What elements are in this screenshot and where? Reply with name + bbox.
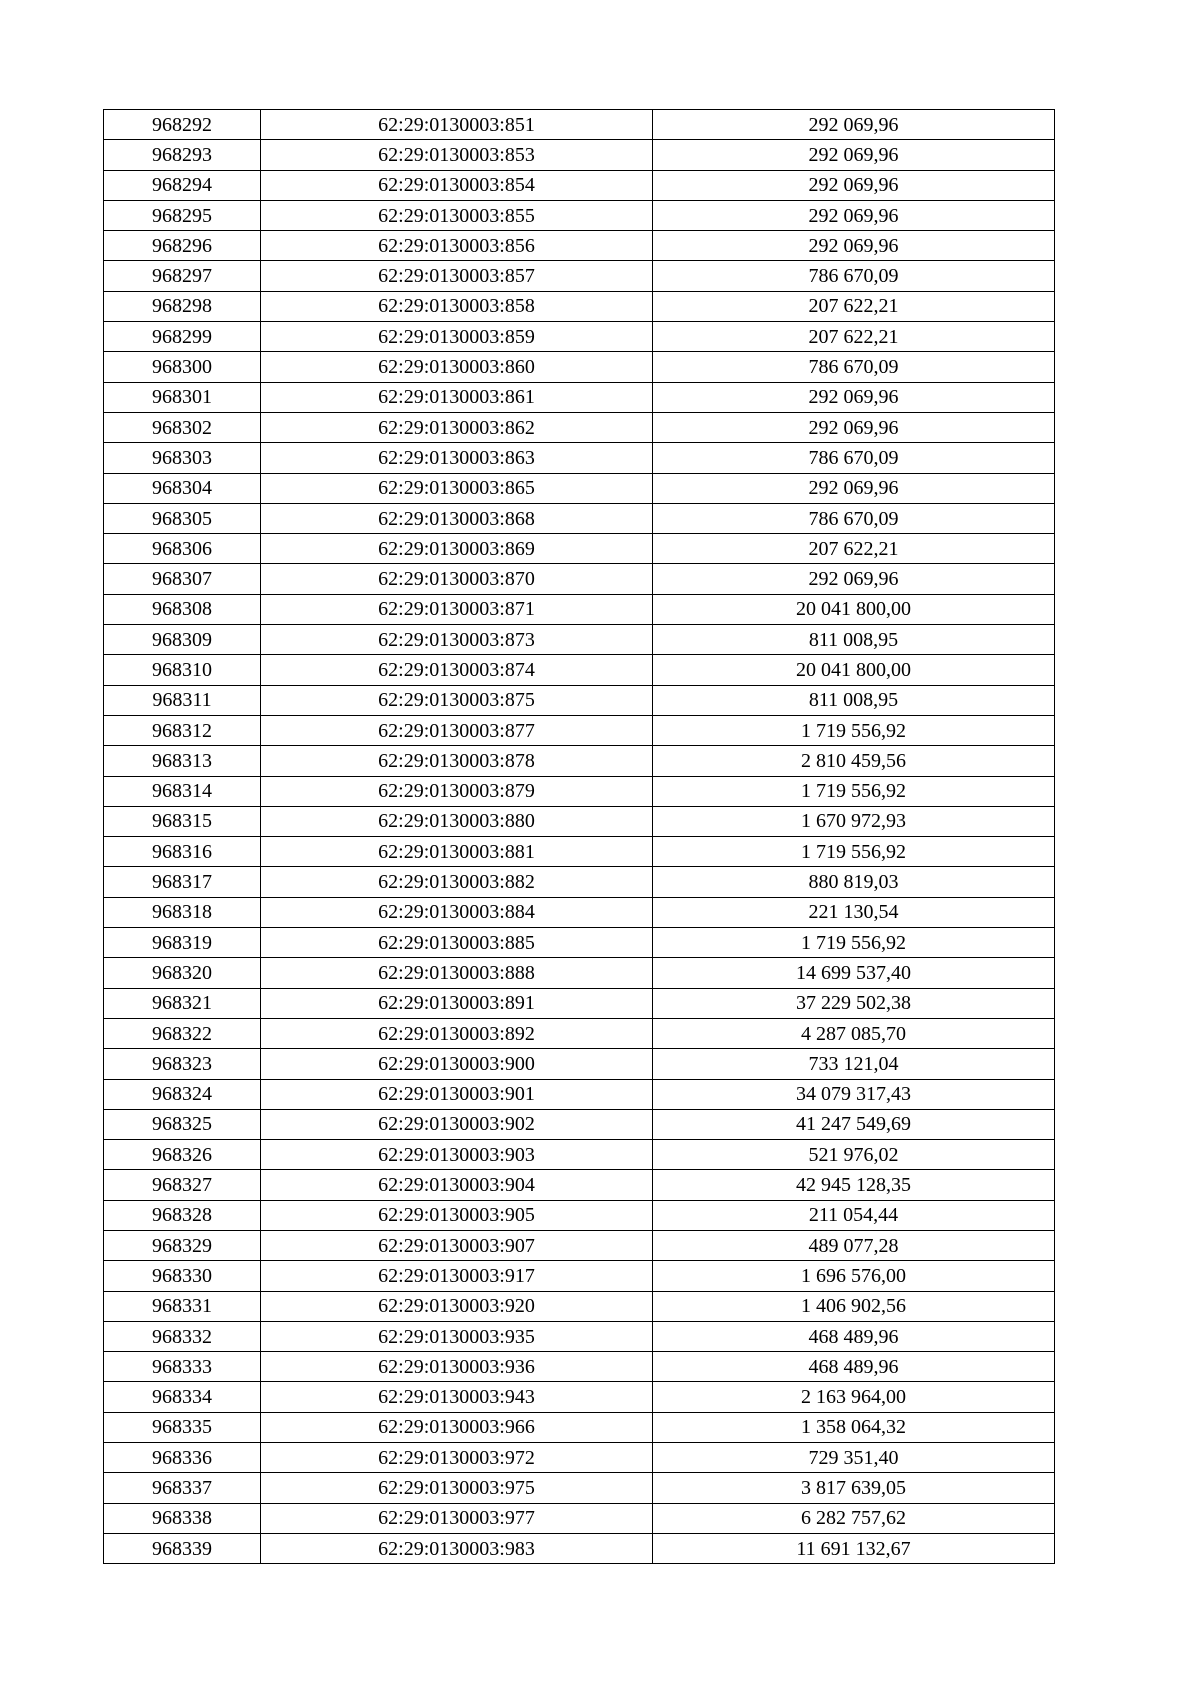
cadastral-value-cell: 292 069,96 xyxy=(653,564,1055,594)
cadastral-number-cell: 62:29:0130003:868 xyxy=(261,503,653,533)
cadastral-value-cell: 6 282 757,62 xyxy=(653,1503,1055,1533)
cadastral-number-cell: 62:29:0130003:920 xyxy=(261,1291,653,1321)
cadastral-value-cell: 468 489,96 xyxy=(653,1352,1055,1382)
cadastral-number-cell: 62:29:0130003:884 xyxy=(261,897,653,927)
table-row xyxy=(104,776,1055,806)
cadastral-value-cell: 1 406 902,56 xyxy=(653,1291,1055,1321)
table-row xyxy=(104,291,1055,321)
table-row xyxy=(104,806,1055,836)
table-row xyxy=(104,1018,1055,1048)
cadastral-value-cell: 811 008,95 xyxy=(653,625,1055,655)
cadastral-value-cell: 1 719 556,92 xyxy=(653,715,1055,745)
cadastral-number-cell: 62:29:0130003:900 xyxy=(261,1049,653,1079)
cadastral-number-cell: 62:29:0130003:975 xyxy=(261,1473,653,1503)
cadastral-value-cell: 20 041 800,00 xyxy=(653,655,1055,685)
cadastral-number-cell: 62:29:0130003:862 xyxy=(261,412,653,442)
table-row xyxy=(104,897,1055,927)
row-number-cell: 968314 xyxy=(104,776,261,806)
cadastral-number-cell: 62:29:0130003:855 xyxy=(261,200,653,230)
row-number-cell: 968327 xyxy=(104,1170,261,1200)
row-number-cell: 968321 xyxy=(104,988,261,1018)
cadastral-value-table xyxy=(103,109,1055,1564)
table-row xyxy=(104,1170,1055,1200)
row-number-cell: 968333 xyxy=(104,1352,261,1382)
cadastral-value-cell: 1 719 556,92 xyxy=(653,928,1055,958)
row-number-cell: 968302 xyxy=(104,412,261,442)
cadastral-number-cell: 62:29:0130003:880 xyxy=(261,806,653,836)
row-number-cell: 968316 xyxy=(104,837,261,867)
cadastral-number-cell: 62:29:0130003:873 xyxy=(261,625,653,655)
table-row xyxy=(104,1079,1055,1109)
row-number-cell: 968320 xyxy=(104,958,261,988)
cadastral-value-cell: 489 077,28 xyxy=(653,1230,1055,1260)
cadastral-number-cell: 62:29:0130003:865 xyxy=(261,473,653,503)
cadastral-number-cell: 62:29:0130003:875 xyxy=(261,685,653,715)
row-number-cell: 968339 xyxy=(104,1533,261,1563)
cadastral-value-cell: 292 069,96 xyxy=(653,140,1055,170)
table-row xyxy=(104,1382,1055,1412)
cadastral-value-cell: 880 819,03 xyxy=(653,867,1055,897)
table-row xyxy=(104,1291,1055,1321)
table-row xyxy=(104,231,1055,261)
row-number-cell: 968308 xyxy=(104,594,261,624)
table-row xyxy=(104,1109,1055,1139)
row-number-cell: 968309 xyxy=(104,625,261,655)
cadastral-value-cell: 733 121,04 xyxy=(653,1049,1055,1079)
row-number-cell: 968328 xyxy=(104,1200,261,1230)
cadastral-value-cell: 2 810 459,56 xyxy=(653,746,1055,776)
cadastral-number-cell: 62:29:0130003:892 xyxy=(261,1018,653,1048)
cadastral-value-cell: 1 358 064,32 xyxy=(653,1412,1055,1442)
table-row xyxy=(104,837,1055,867)
table-row xyxy=(104,928,1055,958)
table-row xyxy=(104,655,1055,685)
cadastral-value-cell: 41 247 549,69 xyxy=(653,1109,1055,1139)
cadastral-number-cell: 62:29:0130003:903 xyxy=(261,1140,653,1170)
cadastral-value-cell: 20 041 800,00 xyxy=(653,594,1055,624)
row-number-cell: 968293 xyxy=(104,140,261,170)
table-row xyxy=(104,261,1055,291)
cadastral-value-cell: 811 008,95 xyxy=(653,685,1055,715)
row-number-cell: 968318 xyxy=(104,897,261,927)
cadastral-value-cell: 292 069,96 xyxy=(653,473,1055,503)
cadastral-number-cell: 62:29:0130003:856 xyxy=(261,231,653,261)
row-number-cell: 968332 xyxy=(104,1321,261,1351)
row-number-cell: 968295 xyxy=(104,200,261,230)
row-number-cell: 968338 xyxy=(104,1503,261,1533)
cadastral-number-cell: 62:29:0130003:885 xyxy=(261,928,653,958)
table-row xyxy=(104,412,1055,442)
table-body xyxy=(104,110,1055,1564)
cadastral-number-cell: 62:29:0130003:853 xyxy=(261,140,653,170)
table-row xyxy=(104,534,1055,564)
cadastral-value-cell: 11 691 132,67 xyxy=(653,1533,1055,1563)
cadastral-number-cell: 62:29:0130003:863 xyxy=(261,443,653,473)
table-row xyxy=(104,443,1055,473)
cadastral-value-cell: 207 622,21 xyxy=(653,291,1055,321)
row-number-cell: 968310 xyxy=(104,655,261,685)
table-row xyxy=(104,1200,1055,1230)
row-number-cell: 968294 xyxy=(104,170,261,200)
table-row xyxy=(104,746,1055,776)
table-row xyxy=(104,867,1055,897)
row-number-cell: 968307 xyxy=(104,564,261,594)
row-number-cell: 968297 xyxy=(104,261,261,291)
table-row xyxy=(104,988,1055,1018)
cadastral-value-cell: 729 351,40 xyxy=(653,1443,1055,1473)
cadastral-number-cell: 62:29:0130003:905 xyxy=(261,1200,653,1230)
cadastral-number-cell: 62:29:0130003:860 xyxy=(261,352,653,382)
row-number-cell: 968325 xyxy=(104,1109,261,1139)
table-row xyxy=(104,564,1055,594)
table-row xyxy=(104,594,1055,624)
row-number-cell: 968311 xyxy=(104,685,261,715)
table-row xyxy=(104,352,1055,382)
cadastral-value-cell: 292 069,96 xyxy=(653,170,1055,200)
table-row xyxy=(104,625,1055,655)
table-row xyxy=(104,503,1055,533)
cadastral-number-cell: 62:29:0130003:888 xyxy=(261,958,653,988)
table-row xyxy=(104,110,1055,140)
cadastral-value-cell: 292 069,96 xyxy=(653,110,1055,140)
cadastral-value-cell: 1 670 972,93 xyxy=(653,806,1055,836)
row-number-cell: 968334 xyxy=(104,1382,261,1412)
row-number-cell: 968313 xyxy=(104,746,261,776)
cadastral-value-cell: 14 699 537,40 xyxy=(653,958,1055,988)
cadastral-value-cell: 1 719 556,92 xyxy=(653,776,1055,806)
row-number-cell: 968292 xyxy=(104,110,261,140)
row-number-cell: 968336 xyxy=(104,1443,261,1473)
table-row xyxy=(104,1140,1055,1170)
cadastral-number-cell: 62:29:0130003:881 xyxy=(261,837,653,867)
cadastral-number-cell: 62:29:0130003:870 xyxy=(261,564,653,594)
cadastral-value-cell: 34 079 317,43 xyxy=(653,1079,1055,1109)
cadastral-number-cell: 62:29:0130003:859 xyxy=(261,322,653,352)
row-number-cell: 968329 xyxy=(104,1230,261,1260)
row-number-cell: 968330 xyxy=(104,1261,261,1291)
cadastral-number-cell: 62:29:0130003:871 xyxy=(261,594,653,624)
cadastral-value-cell: 786 670,09 xyxy=(653,352,1055,382)
table-row xyxy=(104,1049,1055,1079)
cadastral-value-cell: 292 069,96 xyxy=(653,200,1055,230)
cadastral-value-cell: 468 489,96 xyxy=(653,1321,1055,1351)
cadastral-number-cell: 62:29:0130003:935 xyxy=(261,1321,653,1351)
row-number-cell: 968300 xyxy=(104,352,261,382)
cadastral-number-cell: 62:29:0130003:901 xyxy=(261,1079,653,1109)
row-number-cell: 968331 xyxy=(104,1291,261,1321)
row-number-cell: 968323 xyxy=(104,1049,261,1079)
cadastral-number-cell: 62:29:0130003:936 xyxy=(261,1352,653,1382)
cadastral-number-cell: 62:29:0130003:877 xyxy=(261,715,653,745)
table-row xyxy=(104,1321,1055,1351)
table-row xyxy=(104,715,1055,745)
cadastral-number-cell: 62:29:0130003:878 xyxy=(261,746,653,776)
cadastral-value-cell: 786 670,09 xyxy=(653,443,1055,473)
table-row xyxy=(104,1352,1055,1382)
cadastral-number-cell: 62:29:0130003:907 xyxy=(261,1230,653,1260)
cadastral-number-cell: 62:29:0130003:977 xyxy=(261,1503,653,1533)
cadastral-value-cell: 211 054,44 xyxy=(653,1200,1055,1230)
table-row xyxy=(104,1443,1055,1473)
row-number-cell: 968324 xyxy=(104,1079,261,1109)
cadastral-value-cell: 2 163 964,00 xyxy=(653,1382,1055,1412)
cadastral-number-cell: 62:29:0130003:972 xyxy=(261,1443,653,1473)
cadastral-value-cell: 786 670,09 xyxy=(653,261,1055,291)
cadastral-number-cell: 62:29:0130003:869 xyxy=(261,534,653,564)
cadastral-number-cell: 62:29:0130003:902 xyxy=(261,1109,653,1139)
cadastral-number-cell: 62:29:0130003:858 xyxy=(261,291,653,321)
cadastral-number-cell: 62:29:0130003:943 xyxy=(261,1382,653,1412)
cadastral-number-cell: 62:29:0130003:851 xyxy=(261,110,653,140)
row-number-cell: 968306 xyxy=(104,534,261,564)
cadastral-number-cell: 62:29:0130003:983 xyxy=(261,1533,653,1563)
cadastral-value-cell: 3 817 639,05 xyxy=(653,1473,1055,1503)
table-row xyxy=(104,1230,1055,1260)
cadastral-value-cell: 4 287 085,70 xyxy=(653,1018,1055,1048)
row-number-cell: 968305 xyxy=(104,503,261,533)
cadastral-number-cell: 62:29:0130003:854 xyxy=(261,170,653,200)
cadastral-number-cell: 62:29:0130003:857 xyxy=(261,261,653,291)
row-number-cell: 968317 xyxy=(104,867,261,897)
cadastral-number-cell: 62:29:0130003:904 xyxy=(261,1170,653,1200)
cadastral-number-cell: 62:29:0130003:882 xyxy=(261,867,653,897)
table-row xyxy=(104,322,1055,352)
cadastral-value-cell: 37 229 502,38 xyxy=(653,988,1055,1018)
table-row xyxy=(104,200,1055,230)
cadastral-number-cell: 62:29:0130003:874 xyxy=(261,655,653,685)
table-row xyxy=(104,958,1055,988)
row-number-cell: 968337 xyxy=(104,1473,261,1503)
cadastral-value-cell: 292 069,96 xyxy=(653,382,1055,412)
row-number-cell: 968322 xyxy=(104,1018,261,1048)
table-row xyxy=(104,1503,1055,1533)
table-row xyxy=(104,382,1055,412)
row-number-cell: 968303 xyxy=(104,443,261,473)
row-number-cell: 968326 xyxy=(104,1140,261,1170)
cadastral-number-cell: 62:29:0130003:879 xyxy=(261,776,653,806)
table-row xyxy=(104,1412,1055,1442)
cadastral-value-cell: 207 622,21 xyxy=(653,322,1055,352)
cadastral-value-cell: 292 069,96 xyxy=(653,412,1055,442)
table-row xyxy=(104,1473,1055,1503)
row-number-cell: 968301 xyxy=(104,382,261,412)
row-number-cell: 968299 xyxy=(104,322,261,352)
row-number-cell: 968312 xyxy=(104,715,261,745)
cadastral-number-cell: 62:29:0130003:917 xyxy=(261,1261,653,1291)
cadastral-value-cell: 207 622,21 xyxy=(653,534,1055,564)
row-number-cell: 968319 xyxy=(104,928,261,958)
row-number-cell: 968298 xyxy=(104,291,261,321)
cadastral-value-cell: 786 670,09 xyxy=(653,503,1055,533)
table-row xyxy=(104,140,1055,170)
cadastral-number-cell: 62:29:0130003:861 xyxy=(261,382,653,412)
table-row xyxy=(104,170,1055,200)
cadastral-number-cell: 62:29:0130003:891 xyxy=(261,988,653,1018)
cadastral-value-cell: 1 719 556,92 xyxy=(653,837,1055,867)
table-row xyxy=(104,685,1055,715)
cadastral-value-cell: 42 945 128,35 xyxy=(653,1170,1055,1200)
table-row xyxy=(104,473,1055,503)
cadastral-value-cell: 1 696 576,00 xyxy=(653,1261,1055,1291)
table-row xyxy=(104,1261,1055,1291)
cadastral-value-cell: 292 069,96 xyxy=(653,231,1055,261)
cadastral-value-cell: 221 130,54 xyxy=(653,897,1055,927)
row-number-cell: 968296 xyxy=(104,231,261,261)
row-number-cell: 968315 xyxy=(104,806,261,836)
cadastral-number-cell: 62:29:0130003:966 xyxy=(261,1412,653,1442)
cadastral-value-cell: 521 976,02 xyxy=(653,1140,1055,1170)
row-number-cell: 968335 xyxy=(104,1412,261,1442)
table-row xyxy=(104,1533,1055,1563)
row-number-cell: 968304 xyxy=(104,473,261,503)
